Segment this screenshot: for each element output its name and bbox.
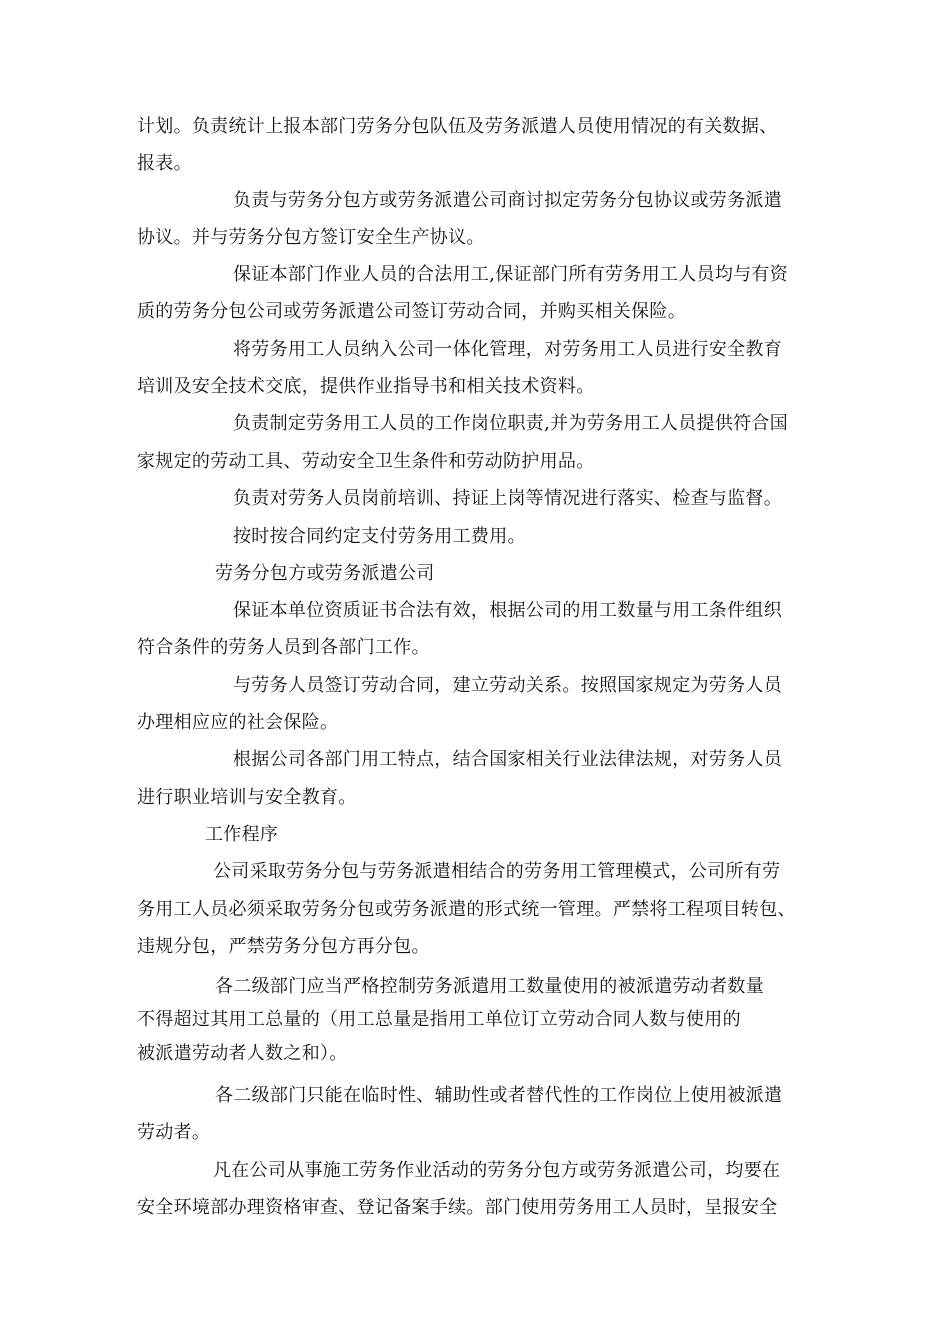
text-line: 不得超过其用工总量的（用工总量是指用工单位订立劳动合同人数与使用的 [137, 1009, 741, 1030]
text-line: 各二级部门应当严格控制劳务派遣用工数量使用的被派遣劳动者数量 [215, 976, 764, 997]
text-line: 负责制定劳务用工人员的工作岗位职责,并为劳务用工人员提供符合国 [233, 413, 789, 434]
text-line: 公司采取劳务分包与劳务派遣相结合的劳务用工管理模式，公司所有劳 [213, 861, 781, 882]
text-line: 进行职业培训与安全教育。 [137, 787, 357, 808]
text-line: 与劳务人员签订劳动合同，建立劳动关系。按照国家规定为劳务人员 [233, 675, 782, 696]
text-line: 负责对劳务人员岗前培训、持证上岗等情况进行落实、检查与监督。 [233, 488, 782, 509]
section-heading: 工作程序 [205, 824, 279, 845]
text-line: 按时按合同约定支付劳务用工费用。 [233, 526, 526, 547]
text-line: 务用工人员必须采取劳务分包或劳务派遣的形式统一管理。严禁将工程项目转包、 [137, 899, 796, 920]
text-line: 负责与劳务分包方或劳务派遣公司商讨拟定劳务分包协议或劳务派遣 [233, 190, 782, 211]
text-line: 办理相应应的社会保险。 [137, 712, 339, 733]
text-line: 符合条件的劳务人员到各部门工作。 [137, 637, 430, 658]
text-line: 保证本部门作业人员的合法用工,保证部门所有劳务用工人员均与有资 [233, 264, 789, 285]
text-line: 计划。负责统计上报本部门劳务分包队伍及劳务派遣人员使用情况的有关数据、 [137, 116, 778, 137]
text-line: 劳动者。 [137, 1122, 211, 1143]
text-line: 保证本单位资质证书合法有效，根据公司的用工数量与用工条件组织 [233, 600, 782, 621]
text-line: 安全环境部办理资格审查、登记备案手续。部门使用劳务用工人员时，呈报安全 [137, 1197, 778, 1218]
text-line: 报表。 [137, 153, 192, 174]
text-line: 家规定的劳动工具、劳动安全卫生条件和劳动防护用品。 [137, 451, 595, 472]
text-line: 各二级部门只能在临时性、辅助性或者替代性的工作岗位上使用被派遣 [215, 1085, 783, 1106]
text-line: 协议。并与劳务分包方签订安全生产协议。 [137, 227, 485, 248]
text-line: 质的劳务分包公司或劳务派遣公司签订劳动合同，并购买相关保险。 [137, 301, 686, 322]
section-heading: 劳务分包方或劳务派遣公司 [215, 563, 435, 584]
text-line: 违规分包，严禁劳务分包方再分包。 [137, 936, 430, 957]
text-line: 将劳务用工人员纳入公司一体化管理，对劳务用工人员进行安全教育 [233, 339, 782, 360]
text-line: 被派遣劳动者人数之和）。 [137, 1043, 348, 1064]
text-line: 培训及安全技术交底，提供作业指导书和相关技术资料。 [137, 376, 595, 397]
text-line: 根据公司各部门用工特点，结合国家相关行业法律法规，对劳务人员 [233, 749, 782, 770]
text-line: 凡在公司从事施工劳务作业活动的劳务分包方或劳务派遣公司，均要在 [213, 1160, 781, 1181]
